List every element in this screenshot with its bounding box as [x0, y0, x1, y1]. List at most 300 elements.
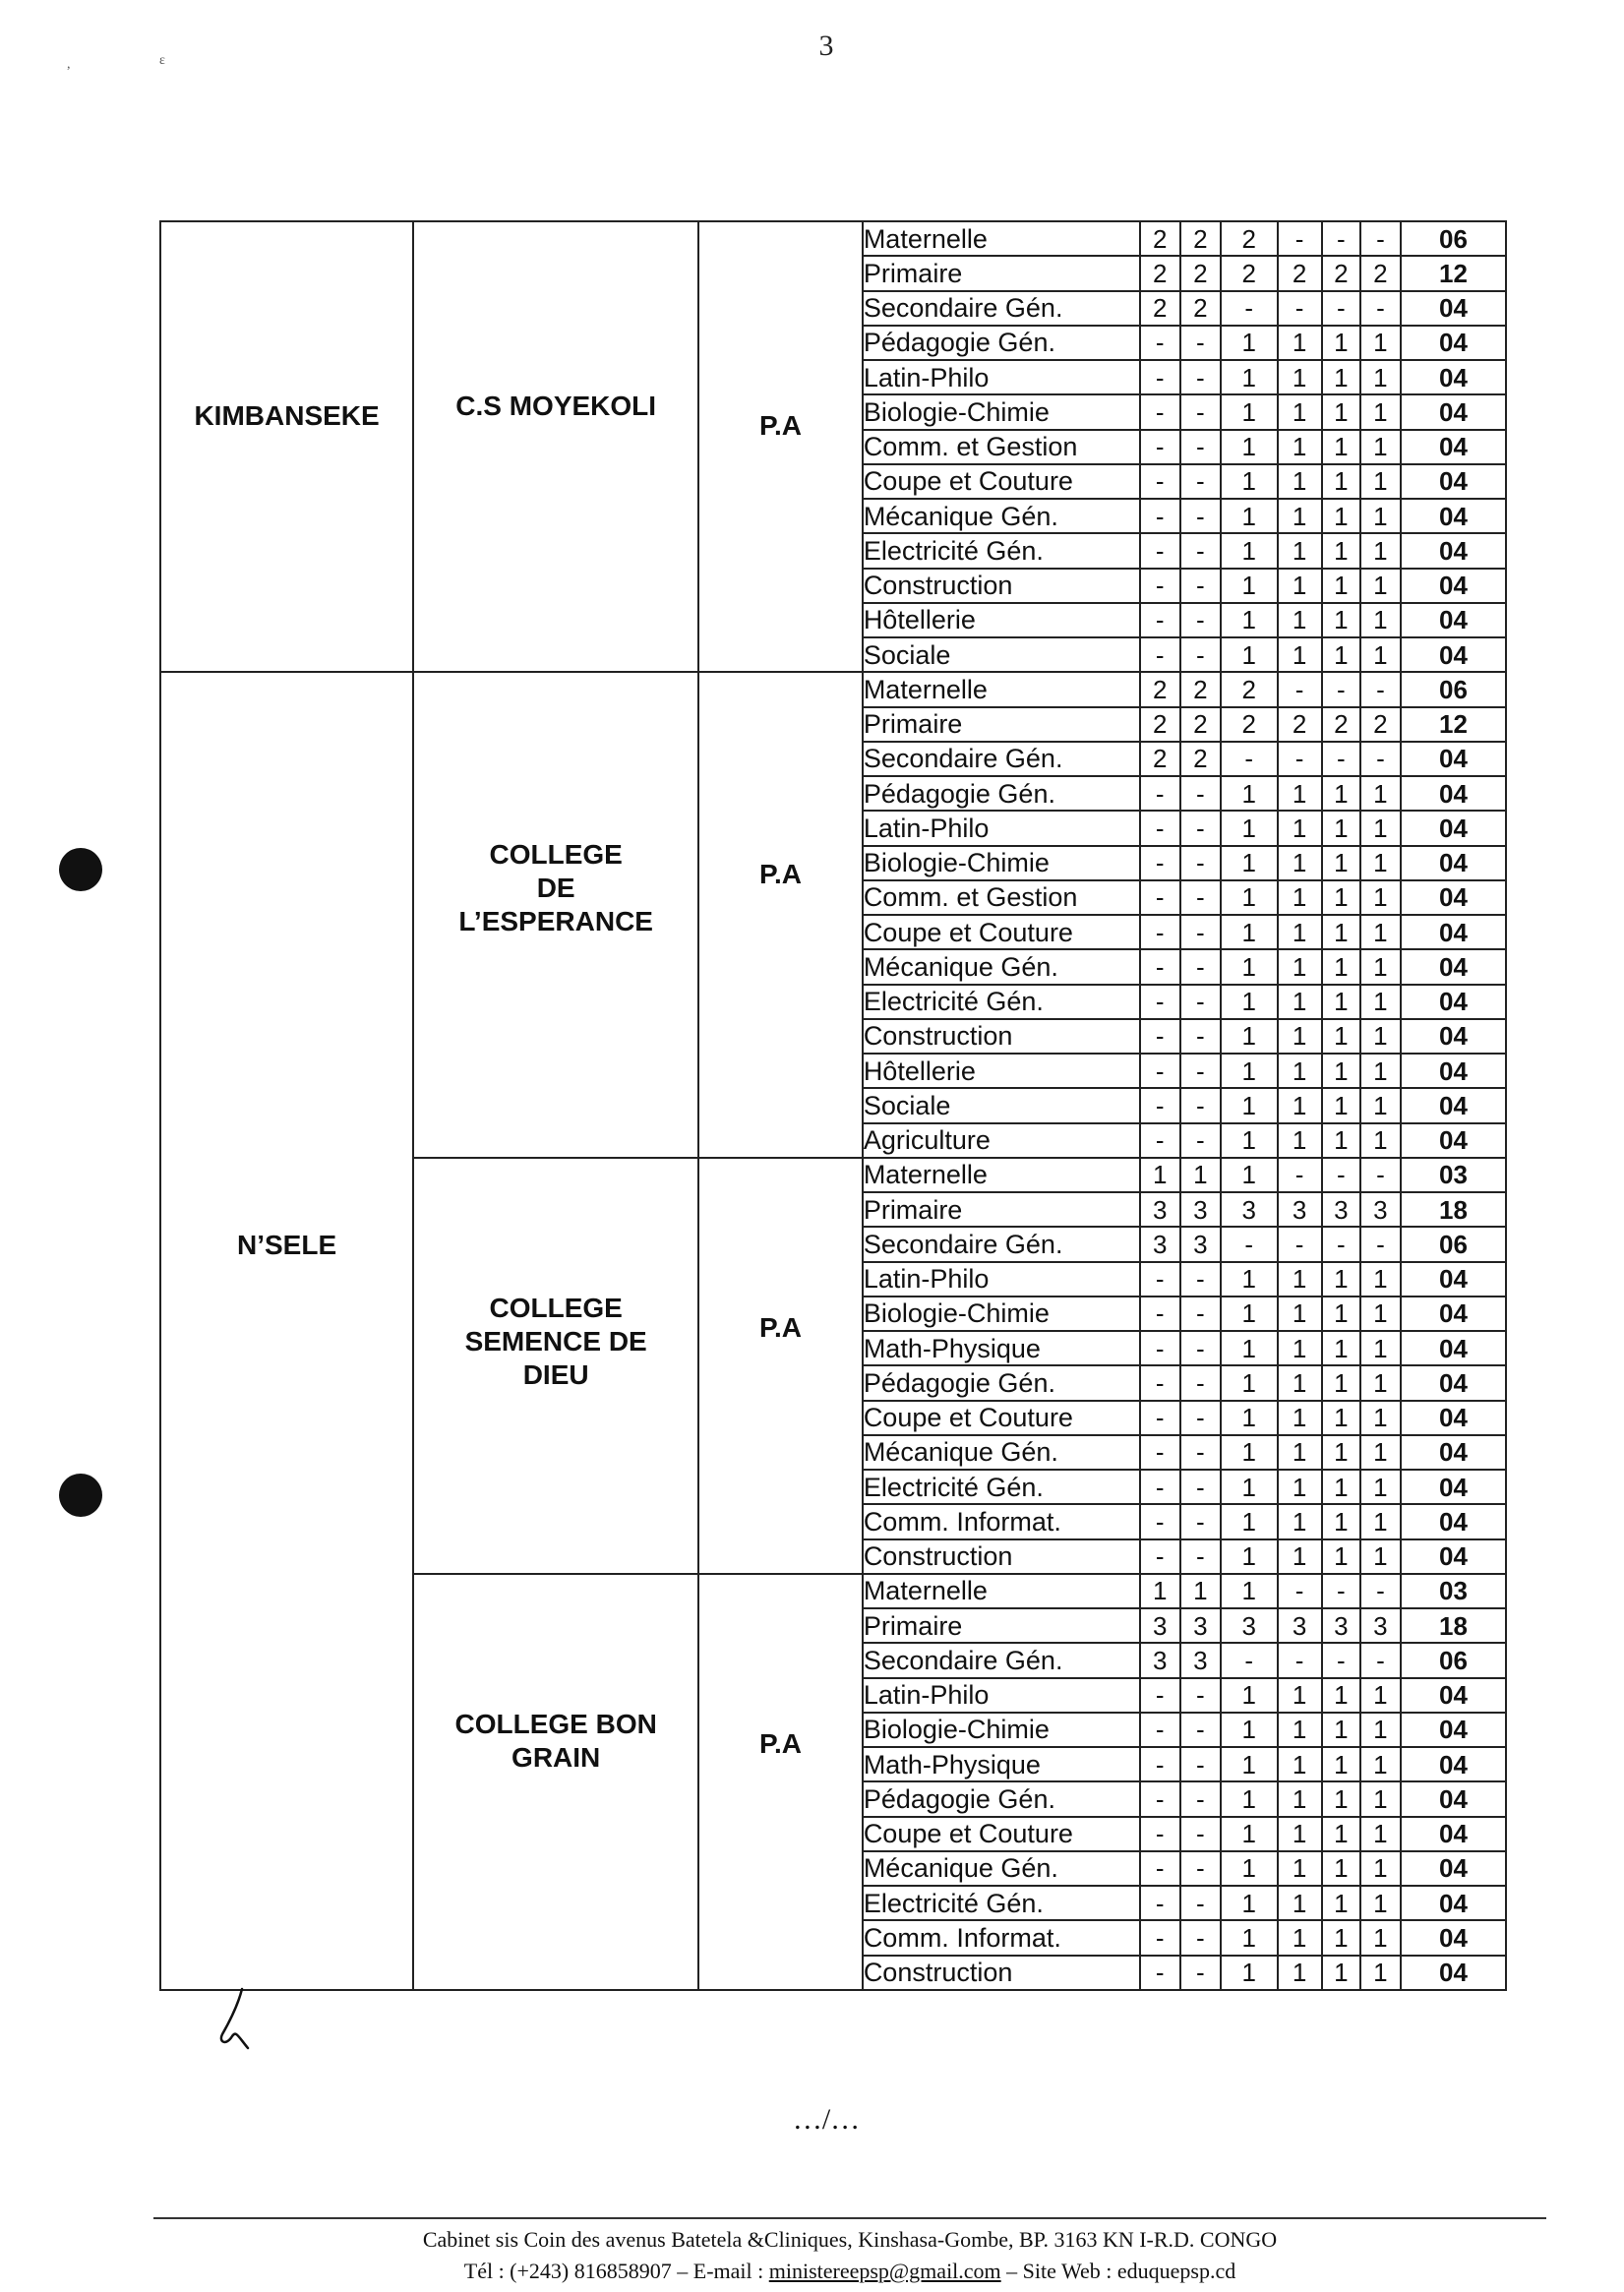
- class-count: 2: [1322, 256, 1360, 290]
- option-total: 06: [1401, 221, 1506, 256]
- class-count: 1: [1278, 1262, 1322, 1297]
- class-count: 2: [1322, 707, 1360, 742]
- class-count: -: [1278, 1574, 1322, 1608]
- class-count: 1: [1278, 1886, 1322, 1920]
- option-total: 04: [1401, 1470, 1506, 1504]
- class-count: -: [1180, 985, 1221, 1019]
- option-total: 18: [1401, 1608, 1506, 1643]
- class-count: 1: [1322, 1886, 1360, 1920]
- option-name: Comm. et Gestion: [863, 430, 1140, 464]
- class-count: 1: [1278, 1678, 1322, 1713]
- school-label: COLLEGE BON GRAIN: [454, 1708, 657, 1773]
- class-count: -: [1322, 1574, 1360, 1608]
- option-name: Construction: [863, 1956, 1140, 1991]
- class-count: 1: [1360, 603, 1401, 637]
- continuation-mark: …/…: [792, 2103, 861, 2136]
- margin-mark: ,: [67, 57, 71, 72]
- class-count: 2: [1180, 707, 1221, 742]
- class-count: 2: [1221, 256, 1278, 290]
- class-count: 3: [1322, 1608, 1360, 1643]
- school-label: C.S MOYEKOLI: [455, 391, 657, 421]
- class-count: 1: [1360, 846, 1401, 880]
- option-total: 04: [1401, 811, 1506, 845]
- class-count: 1: [1221, 394, 1278, 429]
- class-count: 1: [1221, 1817, 1278, 1851]
- class-count: 1: [1360, 1504, 1401, 1538]
- class-count: 1: [1278, 776, 1322, 811]
- class-count: 1: [1221, 846, 1278, 880]
- class-count: 2: [1140, 256, 1180, 290]
- option-name: Mécanique Gén.: [863, 1851, 1140, 1886]
- class-count: 1: [1322, 603, 1360, 637]
- option-name: Secondaire Gén.: [863, 1643, 1140, 1677]
- punch-hole: [59, 848, 102, 891]
- region-name: [160, 221, 413, 672]
- option-total: 12: [1401, 707, 1506, 742]
- class-count: -: [1180, 949, 1221, 984]
- class-count: -: [1278, 672, 1322, 706]
- class-count: 1: [1322, 1297, 1360, 1331]
- class-count: -: [1140, 1886, 1180, 1920]
- class-count: 1: [1278, 533, 1322, 568]
- class-count: 1: [1278, 1504, 1322, 1538]
- option-name: Secondaire Gén.: [863, 291, 1140, 326]
- class-count: -: [1360, 1643, 1401, 1677]
- option-name: Primaire: [863, 1192, 1140, 1227]
- option-name: Biologie-Chimie: [863, 1713, 1140, 1747]
- class-count: 1: [1360, 1678, 1401, 1713]
- option-name: Latin-Philo: [863, 1262, 1140, 1297]
- class-count: -: [1180, 1054, 1221, 1088]
- class-count: 1: [1322, 1088, 1360, 1122]
- class-count: 2: [1221, 221, 1278, 256]
- option-total: 04: [1401, 1123, 1506, 1158]
- class-count: -: [1278, 291, 1322, 326]
- option-total: 04: [1401, 1886, 1506, 1920]
- class-count: -: [1180, 1401, 1221, 1435]
- class-count: 1: [1360, 326, 1401, 360]
- option-total: 04: [1401, 1956, 1506, 1991]
- option-name: Primaire: [863, 256, 1140, 290]
- class-count: 1: [1278, 1054, 1322, 1088]
- option-name: Biologie-Chimie: [863, 394, 1140, 429]
- option-name: Math-Physique: [863, 1331, 1140, 1365]
- class-count: 1: [1221, 1054, 1278, 1088]
- class-count: 1: [1322, 1123, 1360, 1158]
- school-name: [413, 221, 698, 672]
- option-name: Electricité Gén.: [863, 1470, 1140, 1504]
- class-count: 1: [1278, 1713, 1322, 1747]
- option-total: 06: [1401, 1643, 1506, 1677]
- class-count: 1: [1360, 1401, 1401, 1435]
- class-count: -: [1140, 394, 1180, 429]
- class-count: 1: [1322, 533, 1360, 568]
- class-count: 2: [1140, 291, 1180, 326]
- class-count: 1: [1278, 499, 1322, 533]
- class-count: 3: [1221, 1608, 1278, 1643]
- status-label: P.A: [758, 410, 803, 441]
- class-count: 1: [1278, 846, 1322, 880]
- class-count: -: [1360, 672, 1401, 706]
- class-count: 1: [1360, 880, 1401, 915]
- footer-phone: Tél : (+243) 816858907: [463, 2259, 672, 2283]
- class-count: -: [1180, 637, 1221, 672]
- class-count: 1: [1360, 1713, 1401, 1747]
- class-count: 1: [1221, 1886, 1278, 1920]
- class-count: -: [1180, 1088, 1221, 1122]
- class-count: 1: [1360, 569, 1401, 603]
- footer-site: – Site Web : eduquepsp.cd: [1006, 2259, 1236, 2283]
- footer-email[interactable]: ministereepsp@gmail.com: [768, 2259, 1001, 2283]
- initials-mark: [209, 1985, 268, 2054]
- class-count: 1: [1322, 1470, 1360, 1504]
- class-count: 1: [1360, 1297, 1401, 1331]
- class-count: 1: [1221, 1851, 1278, 1886]
- class-count: -: [1278, 1158, 1322, 1192]
- class-count: 1: [1322, 1054, 1360, 1088]
- class-count: 2: [1221, 672, 1278, 706]
- class-count: 3: [1278, 1192, 1322, 1227]
- class-count: 1: [1221, 603, 1278, 637]
- option-total: 04: [1401, 1504, 1506, 1538]
- option-total: 04: [1401, 1365, 1506, 1400]
- class-count: 1: [1278, 360, 1322, 394]
- class-count: 1: [1221, 1262, 1278, 1297]
- option-name: Construction: [863, 1019, 1140, 1054]
- option-name: Maternelle: [863, 221, 1140, 256]
- class-count: 1: [1322, 1747, 1360, 1781]
- class-count: 1: [1278, 569, 1322, 603]
- class-count: 1: [1360, 637, 1401, 672]
- class-count: -: [1180, 915, 1221, 949]
- class-count: 1: [1278, 326, 1322, 360]
- option-total: 04: [1401, 1088, 1506, 1122]
- option-name: Maternelle: [863, 1158, 1140, 1192]
- class-count: 1: [1278, 1019, 1322, 1054]
- option-total: 04: [1401, 326, 1506, 360]
- class-count: -: [1180, 1331, 1221, 1365]
- class-count: 1: [1221, 915, 1278, 949]
- class-count: -: [1140, 1262, 1180, 1297]
- class-count: -: [1180, 1886, 1221, 1920]
- class-count: -: [1180, 776, 1221, 811]
- option-total: 04: [1401, 776, 1506, 811]
- option-name: Coupe et Couture: [863, 464, 1140, 499]
- class-count: -: [1140, 637, 1180, 672]
- class-count: -: [1140, 360, 1180, 394]
- class-count: -: [1180, 394, 1221, 429]
- option-total: 04: [1401, 1401, 1506, 1435]
- class-count: 1: [1221, 1470, 1278, 1504]
- class-count: 1: [1322, 1365, 1360, 1400]
- class-count: 3: [1140, 1608, 1180, 1643]
- option-name: Construction: [863, 569, 1140, 603]
- class-count: 1: [1278, 811, 1322, 845]
- option-total: 04: [1401, 1019, 1506, 1054]
- class-count: 1: [1278, 1851, 1322, 1886]
- class-count: 1: [1140, 1158, 1180, 1192]
- option-name: Latin-Philo: [863, 1678, 1140, 1713]
- class-count: -: [1322, 1643, 1360, 1677]
- option-total: 04: [1401, 1054, 1506, 1088]
- class-count: -: [1221, 1643, 1278, 1677]
- class-count: 1: [1360, 1088, 1401, 1122]
- class-count: -: [1140, 533, 1180, 568]
- option-total: 04: [1401, 1817, 1506, 1851]
- class-count: -: [1140, 1088, 1180, 1122]
- option-name: Coupe et Couture: [863, 915, 1140, 949]
- option-total: 04: [1401, 637, 1506, 672]
- class-count: 3: [1360, 1608, 1401, 1643]
- class-count: -: [1140, 499, 1180, 533]
- class-count: 1: [1322, 1678, 1360, 1713]
- punch-hole: [59, 1474, 102, 1517]
- footer-address: Cabinet sis Coin des avenus Batetela &Cliniques, Kinshasa-Gombe, BP. 3163 KN I-R.D. CONGO: [422, 2227, 1278, 2252]
- school-status: [698, 1158, 863, 1574]
- class-count: 2: [1180, 221, 1221, 256]
- option-total: 04: [1401, 360, 1506, 394]
- class-count: 1: [1221, 1019, 1278, 1054]
- class-count: 1: [1278, 1365, 1322, 1400]
- school-status: [698, 1574, 863, 1990]
- option-total: 04: [1401, 846, 1506, 880]
- option-name: Electricité Gén.: [863, 533, 1140, 568]
- class-count: 1: [1278, 1539, 1322, 1574]
- option-name: Sociale: [863, 1088, 1140, 1122]
- class-count: 2: [1278, 256, 1322, 290]
- class-count: -: [1140, 1365, 1180, 1400]
- class-count: 1: [1278, 603, 1322, 637]
- class-count: 1: [1221, 985, 1278, 1019]
- class-count: 1: [1278, 1747, 1322, 1781]
- class-count: -: [1140, 985, 1180, 1019]
- school-status: [698, 221, 863, 672]
- class-count: 1: [1322, 915, 1360, 949]
- page-number: 3: [818, 30, 834, 62]
- option-total: 03: [1401, 1158, 1506, 1192]
- option-total: 04: [1401, 291, 1506, 326]
- class-count: 1: [1322, 1713, 1360, 1747]
- class-count: 1: [1221, 430, 1278, 464]
- class-count: -: [1360, 221, 1401, 256]
- class-count: -: [1360, 291, 1401, 326]
- class-count: -: [1140, 1401, 1180, 1435]
- class-count: 1: [1322, 949, 1360, 984]
- class-count: -: [1140, 1019, 1180, 1054]
- class-count: -: [1180, 1747, 1221, 1781]
- option-name: Maternelle: [863, 672, 1140, 706]
- option-total: 04: [1401, 949, 1506, 984]
- class-count: 3: [1278, 1608, 1322, 1643]
- class-count: 1: [1221, 1331, 1278, 1365]
- class-count: -: [1140, 326, 1180, 360]
- class-count: 1: [1278, 464, 1322, 499]
- option-total: 04: [1401, 742, 1506, 776]
- schools-allocation-table: [159, 220, 1507, 1991]
- option-name: Pédagogie Gén.: [863, 1365, 1140, 1400]
- class-count: -: [1140, 1054, 1180, 1088]
- school-name: [413, 1574, 698, 1990]
- option-name: Biologie-Chimie: [863, 1297, 1140, 1331]
- class-count: -: [1140, 915, 1180, 949]
- class-count: -: [1360, 1158, 1401, 1192]
- option-total: 06: [1401, 672, 1506, 706]
- class-count: 1: [1221, 1678, 1278, 1713]
- class-count: 1: [1278, 1088, 1322, 1122]
- class-count: -: [1180, 1956, 1221, 1991]
- class-count: -: [1140, 1851, 1180, 1886]
- class-count: 3: [1140, 1643, 1180, 1677]
- class-count: 1: [1322, 846, 1360, 880]
- option-name: Primaire: [863, 707, 1140, 742]
- class-count: 1: [1221, 1713, 1278, 1747]
- option-total: 12: [1401, 256, 1506, 290]
- class-count: -: [1360, 1574, 1401, 1608]
- class-count: -: [1140, 1713, 1180, 1747]
- class-count: 1: [1221, 1365, 1278, 1400]
- class-count: 1: [1278, 1956, 1322, 1991]
- class-count: -: [1180, 1920, 1221, 1955]
- school-label: COLLEGE DE L’ESPERANCE: [458, 839, 653, 937]
- class-count: 1: [1278, 915, 1322, 949]
- class-count: 1: [1221, 1504, 1278, 1538]
- footer-contact: [153, 2259, 1546, 2284]
- class-count: 1: [1360, 811, 1401, 845]
- option-total: 04: [1401, 1435, 1506, 1470]
- class-count: 3: [1180, 1227, 1221, 1261]
- class-count: 1: [1322, 569, 1360, 603]
- class-count: 1: [1278, 1470, 1322, 1504]
- option-name: Mécanique Gén.: [863, 499, 1140, 533]
- class-count: 1: [1221, 1088, 1278, 1122]
- class-count: 3: [1140, 1227, 1180, 1261]
- class-count: 1: [1322, 394, 1360, 429]
- region-name: [160, 672, 413, 1990]
- option-name: Sociale: [863, 637, 1140, 672]
- option-total: 04: [1401, 1920, 1506, 1955]
- class-count: -: [1180, 1019, 1221, 1054]
- class-count: 1: [1322, 360, 1360, 394]
- status-label: P.A: [758, 1727, 803, 1759]
- table-row: [160, 672, 1506, 706]
- class-count: 1: [1278, 1331, 1322, 1365]
- class-count: 1: [1322, 1539, 1360, 1574]
- option-total: 04: [1401, 1678, 1506, 1713]
- option-name: Hôtellerie: [863, 603, 1140, 637]
- option-total: 04: [1401, 1262, 1506, 1297]
- class-count: -: [1180, 1470, 1221, 1504]
- class-count: 1: [1221, 1956, 1278, 1991]
- class-count: -: [1140, 1817, 1180, 1851]
- class-count: 1: [1221, 1781, 1278, 1816]
- class-count: -: [1140, 430, 1180, 464]
- class-count: 1: [1322, 637, 1360, 672]
- class-count: -: [1278, 1643, 1322, 1677]
- class-count: 1: [1221, 1297, 1278, 1331]
- option-name: Primaire: [863, 1608, 1140, 1643]
- class-count: -: [1180, 1365, 1221, 1400]
- class-count: -: [1322, 221, 1360, 256]
- class-count: 1: [1221, 1158, 1278, 1192]
- option-total: 18: [1401, 1192, 1506, 1227]
- class-count: 1: [1360, 1956, 1401, 1991]
- class-count: -: [1322, 1227, 1360, 1261]
- class-count: 1: [1360, 1019, 1401, 1054]
- class-count: 3: [1180, 1192, 1221, 1227]
- class-count: 2: [1360, 256, 1401, 290]
- class-count: -: [1322, 672, 1360, 706]
- class-count: -: [1180, 1817, 1221, 1851]
- option-name: Latin-Philo: [863, 811, 1140, 845]
- class-count: 1: [1322, 1504, 1360, 1538]
- school-name: [413, 672, 698, 1158]
- class-count: -: [1140, 1123, 1180, 1158]
- class-count: 1: [1360, 430, 1401, 464]
- class-count: -: [1140, 1331, 1180, 1365]
- class-count: 1: [1278, 1297, 1322, 1331]
- option-name: Maternelle: [863, 1574, 1140, 1608]
- option-name: Pédagogie Gén.: [863, 326, 1140, 360]
- class-count: 1: [1322, 430, 1360, 464]
- class-count: 1: [1322, 1262, 1360, 1297]
- class-count: -: [1140, 1435, 1180, 1470]
- class-count: 1: [1360, 1123, 1401, 1158]
- class-count: 1: [1278, 430, 1322, 464]
- class-count: 1: [1278, 1435, 1322, 1470]
- class-count: 1: [1322, 1956, 1360, 1991]
- class-count: -: [1140, 464, 1180, 499]
- class-count: 1: [1221, 1920, 1278, 1955]
- class-count: 3: [1140, 1192, 1180, 1227]
- class-count: -: [1180, 533, 1221, 568]
- class-count: -: [1180, 1713, 1221, 1747]
- class-count: 2: [1140, 221, 1180, 256]
- option-total: 04: [1401, 569, 1506, 603]
- region-label: N’SELE: [237, 1230, 337, 1261]
- class-count: -: [1278, 1227, 1322, 1261]
- option-total: 04: [1401, 880, 1506, 915]
- class-count: 1: [1221, 464, 1278, 499]
- class-count: -: [1140, 1781, 1180, 1816]
- option-name: Construction: [863, 1539, 1140, 1574]
- class-count: 2: [1360, 707, 1401, 742]
- class-count: 1: [1278, 1920, 1322, 1955]
- option-name: Math-Physique: [863, 1747, 1140, 1781]
- class-count: 1: [1360, 1920, 1401, 1955]
- class-count: -: [1140, 1504, 1180, 1538]
- class-count: 1: [1278, 1401, 1322, 1435]
- class-count: -: [1221, 291, 1278, 326]
- class-count: 1: [1322, 776, 1360, 811]
- class-count: -: [1140, 603, 1180, 637]
- option-total: 04: [1401, 603, 1506, 637]
- class-count: 1: [1360, 464, 1401, 499]
- class-count: 1: [1360, 533, 1401, 568]
- school-status: [698, 672, 863, 1158]
- option-total: 04: [1401, 499, 1506, 533]
- class-count: 1: [1278, 1781, 1322, 1816]
- class-count: 1: [1360, 1435, 1401, 1470]
- class-count: 1: [1278, 1817, 1322, 1851]
- class-count: 1: [1360, 1817, 1401, 1851]
- class-count: -: [1180, 326, 1221, 360]
- class-count: 2: [1180, 256, 1221, 290]
- class-count: 1: [1221, 360, 1278, 394]
- option-total: 04: [1401, 985, 1506, 1019]
- class-count: 2: [1221, 707, 1278, 742]
- class-count: 2: [1278, 707, 1322, 742]
- class-count: 1: [1322, 880, 1360, 915]
